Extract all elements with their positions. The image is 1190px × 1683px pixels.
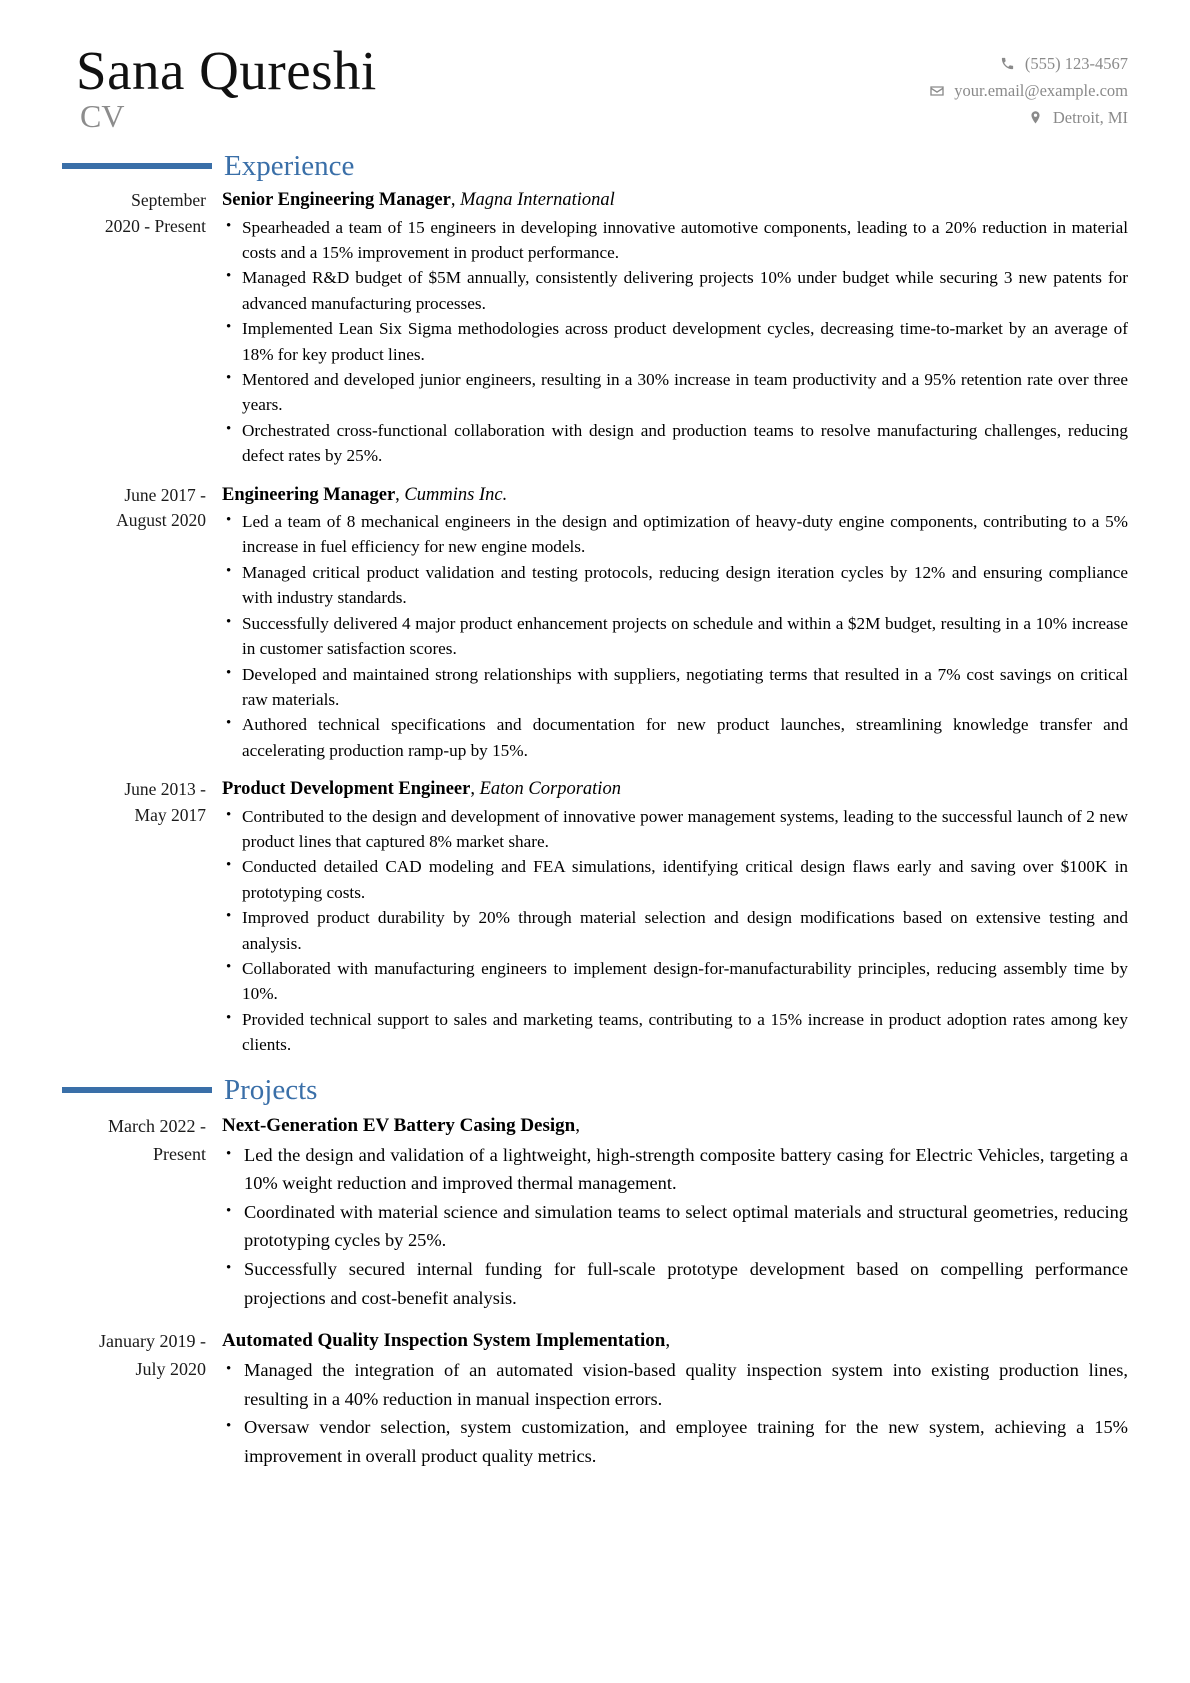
entry-date-line: January 2019 - (99, 1331, 206, 1352)
entry-date-line: July 2020 (135, 1359, 206, 1380)
entry-organization: Magna International (460, 190, 615, 210)
entry-title: Senior Engineering Manager (222, 190, 451, 210)
entry-heading (222, 188, 1128, 214)
section-heading (62, 150, 1128, 182)
entry-body (222, 1112, 1128, 1313)
page-title: Sana Qureshi (76, 40, 377, 101)
location-text: Detroit, MI (1052, 108, 1128, 127)
bullet-item: • Led the design and validation of a lightweight, high-strength composite battery casing for Electric Vehicles, targeting a 10% weight reduction and improved thermal management. (222, 1141, 1128, 1198)
entry-title: Engineering Manager (222, 484, 396, 505)
entry-separator: , (395, 484, 405, 505)
entry-separator: , (575, 1114, 580, 1136)
entry-date-line: 2020 - Present (104, 215, 206, 236)
entry-bullet-list (222, 1141, 1128, 1313)
bullet-item: • Successfully delivered 4 major product enhancement projects on schedule and within a $2M budget, resulting in a 10% increase in customer satisfaction scores. (222, 611, 1128, 662)
bullet-item: • Oversaw vendor selection, system customization, and employee training for the new system, achieving a 15% improvement in overall product quality metrics. (222, 1413, 1128, 1470)
entry-date-line: September (131, 190, 206, 210)
entry-date-line: March 2022 - (108, 1115, 206, 1136)
bullet-item: • Conducted detailed CAD modeling and FEA simulations, identifying critical design flaws early and saving over $100K in prototyping costs. (222, 854, 1128, 905)
bullet-item: • Authored technical specifications and documentation for new product launches, streamlining knowledge transfer and accelerating production ramp-up by 15%. (222, 712, 1128, 763)
entry-date-line: May 2017 (134, 804, 206, 825)
document-subtitle: CV (80, 98, 125, 134)
section-rule (62, 163, 212, 169)
bullet-item: • Improved product durability by 20% through material selection and design modifications based on extensive testing and analysis. (222, 905, 1128, 956)
cv-sections (62, 150, 1128, 1471)
bullet-item: • Mentored and developed junior engineers, resulting in a 30% increase in team productivity and a 95% retention rate over three years. (222, 367, 1128, 418)
entry (62, 1112, 1128, 1313)
bullet-item: • Collaborated with manufacturing engineers to implement design-for-manufacturability principles, reducing assembly time by 10%. (222, 956, 1128, 1007)
entry-body (222, 483, 1128, 764)
entry (62, 777, 1128, 1058)
entry-bullet-list (222, 215, 1128, 469)
entry-heading (222, 777, 1128, 803)
entry-body (222, 188, 1128, 469)
entry-heading (222, 1112, 1128, 1140)
envelope-icon (928, 82, 945, 99)
phone-icon (999, 55, 1016, 72)
entry (62, 188, 1128, 469)
bullet-item: • Managed critical product validation and testing protocols, reducing design iteration cycles by 12% and ensuring compliance with industry standards. (222, 560, 1128, 611)
entry-dates (62, 483, 222, 534)
entry-dates (62, 777, 222, 828)
entry-dates (62, 1327, 222, 1383)
contact-email-row (928, 77, 1128, 104)
section-projects (62, 1074, 1128, 1471)
entry-dates (62, 1112, 222, 1168)
bullet-item: • Provided technical support to sales and marketing teams, contributing to a 15% increase in product adoption rates among key clients. (222, 1007, 1128, 1058)
entry-date-line: August 2020 (116, 510, 206, 531)
entry (62, 1327, 1128, 1470)
bullet-item: • Spearheaded a team of 15 engineers in developing innovative automotive components, leading to a 20% reduction in material costs and a 15% improvement in product performance. (222, 215, 1128, 266)
contact-block (928, 40, 1128, 131)
entry-title: Product Development Engineer (222, 779, 471, 800)
entry-bullet-list (222, 1356, 1128, 1470)
entry-dates (62, 188, 222, 239)
entry-bullet-list (222, 804, 1128, 1058)
email-address: your.email@example.com (954, 81, 1128, 100)
entry-date-line: June 2013 - (124, 779, 206, 800)
bullet-item: • Contributed to the design and development of innovative power management systems, leading to the successful launch of 2 new product lines that captured 8% market share. (222, 804, 1128, 855)
entry-organization: Cummins Inc. (404, 484, 508, 505)
bullet-item: • Successfully secured internal funding for full-scale prototype development based on compelling performance projections and cost-benefit analysis. (222, 1255, 1128, 1312)
bullet-item: • Orchestrated cross-functional collaboration with design and production teams to resolve manufacturing challenges, reducing defect rates by 25%. (222, 418, 1128, 469)
entry-body (222, 1327, 1128, 1470)
section-title: Projects (224, 1073, 318, 1106)
section-rule (62, 1087, 212, 1093)
section-heading (62, 1074, 1128, 1106)
entry-heading (222, 483, 1128, 509)
entry-title: Automated Quality Inspection System Implementation (222, 1330, 666, 1352)
entry (62, 483, 1128, 764)
entry-heading (222, 1327, 1128, 1355)
contact-location-row (928, 104, 1128, 131)
map-pin-icon (1027, 109, 1044, 126)
bullet-item: • Implemented Lean Six Sigma methodologies across product development cycles, decreasing time-to-market by an average of 18% for key product lines. (222, 316, 1128, 367)
entry-date-line: June 2017 - (124, 484, 206, 505)
entry-bullet-list (222, 509, 1128, 763)
bullet-item: • Coordinated with material science and simulation teams to select optimal materials and structural geometries, reducing prototyping cycles by 25%. (222, 1198, 1128, 1255)
entry-separator: , (450, 190, 461, 210)
entry-separator: , (665, 1330, 671, 1352)
entry-title: Next-Generation EV Battery Casing Design (222, 1114, 576, 1136)
bullet-item: • Led a team of 8 mechanical engineers in the design and optimization of heavy-duty engine components, contributing to a 5% increase in fuel efficiency for new engine models. (222, 509, 1128, 560)
entry-body (222, 777, 1128, 1058)
entry-date-line: Present (153, 1143, 206, 1164)
bullet-item: • Developed and maintained strong relationships with suppliers, negotiating terms that resulted in a 7% cost savings on critical raw materials. (222, 662, 1128, 713)
bullet-item: • Managed the integration of an automated vision-based quality inspection system into existing production lines, resulting in a 40% reduction in manual inspection errors. (222, 1356, 1128, 1413)
section-title: Experience (224, 150, 355, 182)
entry-separator: , (470, 779, 480, 800)
cv-header (62, 40, 1128, 134)
phone-number: (555) 123-4567 (1024, 54, 1128, 73)
contact-phone-row (928, 50, 1128, 77)
entry-organization: Eaton Corporation (479, 779, 621, 800)
bullet-item: • Managed R&D budget of $5M annually, consistently delivering projects 10% under budget while securing 3 new patents for advanced manufacturing processes. (222, 265, 1128, 316)
section-experience (62, 150, 1128, 1058)
identity-block (62, 40, 377, 134)
